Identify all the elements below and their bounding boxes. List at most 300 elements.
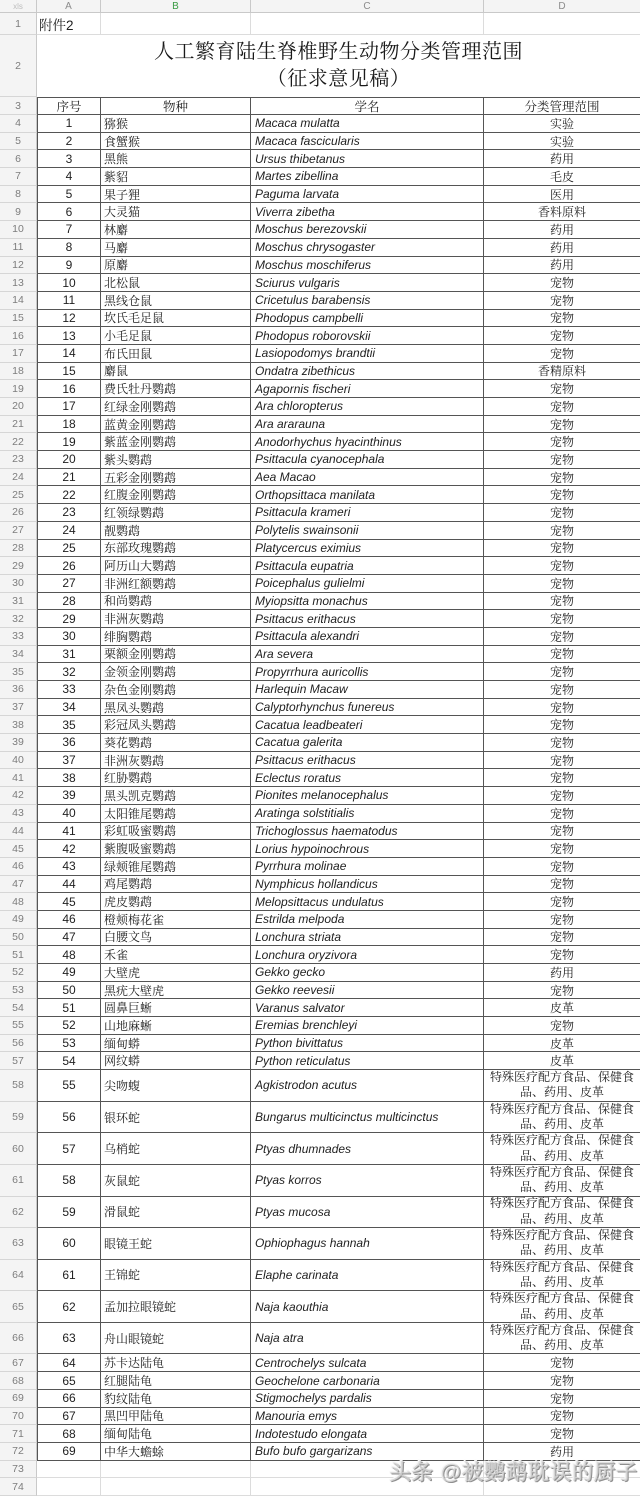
row-number[interactable]: 44 [0, 823, 37, 841]
cell-scope[interactable]: 宠物 [484, 398, 640, 416]
cell-latin[interactable]: Paguma larvata [251, 186, 484, 204]
cell-scope[interactable]: 药用 [484, 964, 640, 982]
row-number[interactable]: 28 [0, 540, 37, 558]
cell-serial[interactable]: 66 [37, 1390, 101, 1408]
row-number[interactable]: 43 [0, 805, 37, 823]
cell-serial[interactable]: 58 [37, 1165, 101, 1197]
cell-species[interactable]: 山地麻蜥 [101, 1017, 251, 1035]
cell-species[interactable]: 非洲灰鹦鹉 [101, 752, 251, 770]
cell-species[interactable]: 紫蓝金刚鹦鹉 [101, 433, 251, 451]
cell-serial[interactable]: 6 [37, 203, 101, 221]
cell-scope[interactable]: 宠物 [484, 451, 640, 469]
row-number[interactable]: 65 [0, 1291, 37, 1323]
cell-species[interactable]: 大灵猫 [101, 203, 251, 221]
cell-serial[interactable]: 19 [37, 433, 101, 451]
cell-species[interactable]: 五彩金刚鹦鹉 [101, 469, 251, 487]
row-number[interactable]: 46 [0, 858, 37, 876]
row-number[interactable]: 73 [0, 1461, 37, 1479]
cell-species[interactable]: 黑头凯克鹦鹉 [101, 787, 251, 805]
row-number[interactable]: 7 [0, 168, 37, 186]
cell-latin[interactable]: Cacatua leadbeateri [251, 716, 484, 734]
cell-species[interactable]: 和尚鹦鹉 [101, 593, 251, 611]
cell-serial[interactable]: 35 [37, 716, 101, 734]
cell-latin[interactable]: Psittacula cyanocephala [251, 451, 484, 469]
cell-latin[interactable]: Ophiophagus hannah [251, 1228, 484, 1260]
cell-latin[interactable]: Aratinga solstitialis [251, 805, 484, 823]
cell-species[interactable]: 滑鼠蛇 [101, 1197, 251, 1229]
cell-latin[interactable]: Manouria emys [251, 1408, 484, 1426]
cell-species[interactable]: 非洲灰鹦鹉 [101, 610, 251, 628]
cell-species[interactable]: 黑疣大壁虎 [101, 982, 251, 1000]
cell-latin[interactable]: Trichoglossus haematodus [251, 823, 484, 841]
column-header-a[interactable]: A [37, 0, 101, 12]
cell-species[interactable]: 黑凤头鹦鹉 [101, 699, 251, 717]
cell-latin[interactable]: Ara chloropterus [251, 398, 484, 416]
cell-serial[interactable]: 12 [37, 310, 101, 328]
cell-serial[interactable]: 55 [37, 1070, 101, 1102]
cell-serial[interactable]: 61 [37, 1260, 101, 1292]
cell-species[interactable]: 靓鹦鹉 [101, 522, 251, 540]
cell-scope[interactable]: 宠物 [484, 416, 640, 434]
cell-latin[interactable]: Moschus moschiferus [251, 257, 484, 275]
cell-serial[interactable]: 11 [37, 292, 101, 310]
cell-species[interactable]: 白腰文鸟 [101, 929, 251, 947]
row-number[interactable]: 29 [0, 557, 37, 575]
cell-serial[interactable]: 50 [37, 982, 101, 1000]
cell-scope[interactable]: 宠物 [484, 1408, 640, 1426]
cell-serial[interactable]: 8 [37, 239, 101, 257]
cell-scope[interactable]: 特殊医疗配方食品、保健食品、药用、皮革 [484, 1133, 640, 1165]
cell-species[interactable]: 非洲红额鹦鹉 [101, 575, 251, 593]
cell-serial[interactable]: 9 [37, 257, 101, 275]
cell-scope[interactable]: 宠物 [484, 805, 640, 823]
cell-scope[interactable]: 实验 [484, 133, 640, 151]
cell-latin[interactable]: Psittacula krameri [251, 504, 484, 522]
row-number[interactable]: 33 [0, 628, 37, 646]
cell-latin[interactable]: Naja kaouthia [251, 1291, 484, 1323]
row-number[interactable]: 50 [0, 929, 37, 947]
row-number[interactable]: 24 [0, 469, 37, 487]
row-number[interactable]: 59 [0, 1102, 37, 1134]
row-number[interactable]: 66 [0, 1323, 37, 1355]
cell-species[interactable]: 黑凹甲陆龟 [101, 1408, 251, 1426]
header-species[interactable]: 物种 [101, 97, 251, 115]
cell-serial[interactable]: 67 [37, 1408, 101, 1426]
cell-scope[interactable]: 宠物 [484, 469, 640, 487]
cell-serial[interactable]: 41 [37, 823, 101, 841]
cell-species[interactable]: 缅甸陆龟 [101, 1425, 251, 1443]
cell-serial[interactable]: 24 [37, 522, 101, 540]
cell-scope[interactable]: 药用 [484, 221, 640, 239]
cell-species[interactable]: 东部玫瑰鹦鹉 [101, 540, 251, 558]
cell-scope[interactable]: 特殊医疗配方食品、保健食品、药用、皮革 [484, 1260, 640, 1292]
cell-empty[interactable] [101, 1461, 251, 1479]
cell-latin[interactable]: Moschus chrysogaster [251, 239, 484, 257]
cell-species[interactable]: 布氏田鼠 [101, 345, 251, 363]
cell-scope[interactable]: 宠物 [484, 327, 640, 345]
cell-empty[interactable] [251, 13, 484, 35]
cell-scope[interactable]: 宠物 [484, 663, 640, 681]
cell-serial[interactable]: 16 [37, 380, 101, 398]
row-number[interactable]: 11 [0, 239, 37, 257]
cell-species[interactable]: 乌梢蛇 [101, 1133, 251, 1165]
row-number[interactable]: 49 [0, 911, 37, 929]
select-all-corner[interactable]: xls [0, 0, 37, 12]
cell-serial[interactable]: 69 [37, 1443, 101, 1461]
cell-scope[interactable]: 皮革 [484, 1052, 640, 1070]
cell-scope[interactable]: 宠物 [484, 893, 640, 911]
header-latin[interactable]: 学名 [251, 97, 484, 115]
cell-latin[interactable]: Indotestudo elongata [251, 1425, 484, 1443]
title-cell[interactable] [37, 35, 640, 97]
cell-species[interactable]: 阿历山大鹦鹉 [101, 557, 251, 575]
cell-serial[interactable]: 27 [37, 575, 101, 593]
cell-serial[interactable]: 21 [37, 469, 101, 487]
cell-serial[interactable]: 32 [37, 663, 101, 681]
cell-scope[interactable]: 宠物 [484, 1425, 640, 1443]
cell-species[interactable]: 彩冠凤头鹦鹉 [101, 716, 251, 734]
cell-serial[interactable]: 26 [37, 557, 101, 575]
row-number[interactable]: 58 [0, 1070, 37, 1102]
cell-species[interactable]: 红绿金刚鹦鹉 [101, 398, 251, 416]
row-number[interactable]: 48 [0, 893, 37, 911]
row-number[interactable]: 5 [0, 133, 37, 151]
cell-scope[interactable]: 特殊医疗配方食品、保健食品、药用、皮革 [484, 1323, 640, 1355]
row-number[interactable]: 12 [0, 257, 37, 275]
cell-scope[interactable]: 宠物 [484, 1354, 640, 1372]
cell-scope[interactable]: 宠物 [484, 752, 640, 770]
cell-serial[interactable]: 33 [37, 681, 101, 699]
header-scope[interactable]: 分类管理范围 [484, 97, 640, 115]
cell-species[interactable]: 网纹蟒 [101, 1052, 251, 1070]
row-number[interactable]: 10 [0, 221, 37, 239]
row-number[interactable]: 51 [0, 946, 37, 964]
cell-species[interactable]: 金领金刚鹦鹉 [101, 663, 251, 681]
cell-scope[interactable]: 宠物 [484, 1017, 640, 1035]
cell-serial[interactable]: 40 [37, 805, 101, 823]
cell-scope[interactable]: 宠物 [484, 540, 640, 558]
cell-species[interactable]: 猕猴 [101, 115, 251, 133]
cell-scope[interactable]: 宠物 [484, 946, 640, 964]
cell-species[interactable]: 中华大蟾蜍 [101, 1443, 251, 1461]
cell-scope[interactable]: 宠物 [484, 787, 640, 805]
cell-scope[interactable]: 宠物 [484, 769, 640, 787]
cell-species[interactable]: 孟加拉眼镜蛇 [101, 1291, 251, 1323]
cell-species[interactable]: 圆鼻巨蜥 [101, 999, 251, 1017]
cell-species[interactable]: 豹纹陆龟 [101, 1390, 251, 1408]
row-number[interactable]: 74 [0, 1478, 37, 1496]
row-number[interactable]: 53 [0, 982, 37, 1000]
cell-scope[interactable]: 特殊医疗配方食品、保健食品、药用、皮革 [484, 1291, 640, 1323]
row-number[interactable]: 22 [0, 433, 37, 451]
cell-scope[interactable]: 宠物 [484, 982, 640, 1000]
cell-serial[interactable]: 45 [37, 893, 101, 911]
cell-serial[interactable]: 36 [37, 734, 101, 752]
cell-species[interactable]: 马麝 [101, 239, 251, 257]
row-number[interactable]: 68 [0, 1372, 37, 1390]
cell-species[interactable]: 太阳锥尾鹦鹉 [101, 805, 251, 823]
cell-latin[interactable]: Nymphicus hollandicus [251, 876, 484, 894]
row-number[interactable]: 55 [0, 1017, 37, 1035]
cell-serial[interactable]: 57 [37, 1133, 101, 1165]
cell-species[interactable]: 彩虹吸蜜鹦鹉 [101, 823, 251, 841]
row-number[interactable]: 57 [0, 1052, 37, 1070]
cell-species[interactable]: 缅甸蟒 [101, 1035, 251, 1053]
cell-latin[interactable]: Viverra zibetha [251, 203, 484, 221]
cell-serial[interactable]: 62 [37, 1291, 101, 1323]
row-number[interactable]: 2 [0, 35, 37, 97]
row-number[interactable]: 56 [0, 1035, 37, 1053]
cell-empty[interactable] [37, 1478, 101, 1496]
cell-species[interactable]: 北松鼠 [101, 274, 251, 292]
cell-species[interactable]: 银环蛇 [101, 1102, 251, 1134]
cell-scope[interactable]: 特殊医疗配方食品、保健食品、药用、皮革 [484, 1102, 640, 1134]
cell-serial[interactable]: 64 [37, 1354, 101, 1372]
cell-latin[interactable]: Cricetulus barabensis [251, 292, 484, 310]
cell-species[interactable]: 林麝 [101, 221, 251, 239]
cell-latin[interactable]: Harlequin Macaw [251, 681, 484, 699]
row-number[interactable]: 1 [0, 13, 37, 35]
cell-species[interactable]: 红胁鹦鹉 [101, 769, 251, 787]
cell-attachment[interactable]: 附件2 [37, 13, 101, 35]
cell-scope[interactable]: 宠物 [484, 610, 640, 628]
row-number[interactable]: 18 [0, 363, 37, 381]
cell-scope[interactable]: 宠物 [484, 876, 640, 894]
cell-scope[interactable]: 皮革 [484, 999, 640, 1017]
row-number[interactable]: 30 [0, 575, 37, 593]
cell-scope[interactable]: 香精原料 [484, 363, 640, 381]
cell-serial[interactable]: 68 [37, 1425, 101, 1443]
row-number[interactable]: 69 [0, 1390, 37, 1408]
cell-latin[interactable]: Ara severa [251, 646, 484, 664]
cell-species[interactable]: 鸡尾鹦鹉 [101, 876, 251, 894]
row-number[interactable]: 8 [0, 186, 37, 204]
cell-serial[interactable]: 17 [37, 398, 101, 416]
cell-species[interactable]: 麝鼠 [101, 363, 251, 381]
cell-serial[interactable]: 52 [37, 1017, 101, 1035]
cell-latin[interactable]: Stigmochelys pardalis [251, 1390, 484, 1408]
row-number[interactable]: 39 [0, 734, 37, 752]
row-number[interactable]: 19 [0, 380, 37, 398]
cell-species[interactable]: 食蟹猴 [101, 133, 251, 151]
row-number[interactable]: 13 [0, 274, 37, 292]
header-serial[interactable]: 序号 [37, 97, 101, 115]
cell-species[interactable]: 坎氏毛足鼠 [101, 310, 251, 328]
cell-latin[interactable]: Python bivittatus [251, 1035, 484, 1053]
cell-species[interactable]: 小毛足鼠 [101, 327, 251, 345]
cell-scope[interactable]: 宠物 [484, 292, 640, 310]
cell-species[interactable]: 绿颊锥尾鹦鹉 [101, 858, 251, 876]
cell-latin[interactable]: Centrochelys sulcata [251, 1354, 484, 1372]
cell-species[interactable]: 紫头鹦鹉 [101, 451, 251, 469]
cell-empty[interactable] [101, 13, 251, 35]
cell-serial[interactable]: 3 [37, 150, 101, 168]
cell-latin[interactable]: Ondatra zibethicus [251, 363, 484, 381]
cell-serial[interactable]: 39 [37, 787, 101, 805]
cell-serial[interactable]: 51 [37, 999, 101, 1017]
cell-scope[interactable]: 特殊医疗配方食品、保健食品、药用、皮革 [484, 1070, 640, 1102]
cell-serial[interactable]: 38 [37, 769, 101, 787]
cell-serial[interactable]: 25 [37, 540, 101, 558]
row-number[interactable]: 16 [0, 327, 37, 345]
cell-scope[interactable]: 药用 [484, 150, 640, 168]
cell-latin[interactable]: Naja atra [251, 1323, 484, 1355]
row-number[interactable]: 3 [0, 97, 37, 115]
cell-latin[interactable]: Agkistrodon acutus [251, 1070, 484, 1102]
cell-latin[interactable]: Varanus salvator [251, 999, 484, 1017]
cell-species[interactable]: 苏卡达陆龟 [101, 1354, 251, 1372]
cell-latin[interactable]: Agapornis fischeri [251, 380, 484, 398]
cell-latin[interactable]: Sciurus vulgaris [251, 274, 484, 292]
cell-scope[interactable]: 特殊医疗配方食品、保健食品、药用、皮革 [484, 1228, 640, 1260]
row-number[interactable]: 37 [0, 699, 37, 717]
cell-scope[interactable]: 宠物 [484, 522, 640, 540]
cell-scope[interactable]: 特殊医疗配方食品、保健食品、药用、皮革 [484, 1165, 640, 1197]
cell-latin[interactable]: Melopsittacus undulatus [251, 893, 484, 911]
cell-scope[interactable]: 宠物 [484, 858, 640, 876]
cell-latin[interactable]: Psittacula eupatria [251, 557, 484, 575]
cell-latin[interactable]: Lorius hypoinochrous [251, 840, 484, 858]
row-number[interactable]: 6 [0, 150, 37, 168]
row-number[interactable]: 4 [0, 115, 37, 133]
cell-species[interactable]: 大壁虎 [101, 964, 251, 982]
cell-scope[interactable]: 宠物 [484, 1372, 640, 1390]
cell-latin[interactable]: Ara ararauna [251, 416, 484, 434]
cell-latin[interactable]: Moschus berezovskii [251, 221, 484, 239]
row-number[interactable]: 15 [0, 310, 37, 328]
cell-scope[interactable]: 宠物 [484, 911, 640, 929]
cell-empty[interactable] [484, 13, 640, 35]
row-number[interactable]: 71 [0, 1425, 37, 1443]
row-number[interactable]: 42 [0, 787, 37, 805]
cell-serial[interactable]: 63 [37, 1323, 101, 1355]
cell-latin[interactable]: Phodopus roborovskii [251, 327, 484, 345]
row-number[interactable]: 72 [0, 1443, 37, 1461]
cell-species[interactable]: 紫貂 [101, 168, 251, 186]
row-number[interactable]: 25 [0, 486, 37, 504]
row-number[interactable]: 26 [0, 504, 37, 522]
cell-species[interactable]: 原麝 [101, 257, 251, 275]
cell-serial[interactable]: 44 [37, 876, 101, 894]
cell-serial[interactable]: 34 [37, 699, 101, 717]
cell-serial[interactable]: 29 [37, 610, 101, 628]
cell-scope[interactable]: 特殊医疗配方食品、保健食品、药用、皮革 [484, 1197, 640, 1229]
cell-scope[interactable]: 宠物 [484, 345, 640, 363]
cell-serial[interactable]: 18 [37, 416, 101, 434]
cell-species[interactable]: 红领绿鹦鹉 [101, 504, 251, 522]
row-number[interactable]: 41 [0, 769, 37, 787]
cell-serial[interactable]: 14 [37, 345, 101, 363]
row-number[interactable]: 20 [0, 398, 37, 416]
cell-latin[interactable]: Macaca mulatta [251, 115, 484, 133]
cell-scope[interactable]: 宠物 [484, 575, 640, 593]
cell-serial[interactable]: 7 [37, 221, 101, 239]
cell-latin[interactable]: Lonchura striata [251, 929, 484, 947]
row-number[interactable]: 47 [0, 876, 37, 894]
cell-scope[interactable]: 宠物 [484, 486, 640, 504]
row-number[interactable]: 54 [0, 999, 37, 1017]
row-number[interactable]: 31 [0, 593, 37, 611]
row-number[interactable]: 9 [0, 203, 37, 221]
cell-serial[interactable]: 4 [37, 168, 101, 186]
cell-latin[interactable]: Martes zibellina [251, 168, 484, 186]
cell-species[interactable]: 绯胸鹦鹉 [101, 628, 251, 646]
cell-scope[interactable]: 宠物 [484, 628, 640, 646]
cell-serial[interactable]: 49 [37, 964, 101, 982]
row-number[interactable]: 63 [0, 1228, 37, 1260]
cell-serial[interactable]: 28 [37, 593, 101, 611]
cell-empty[interactable] [101, 1478, 251, 1496]
cell-scope[interactable]: 皮革 [484, 1035, 640, 1053]
cell-scope[interactable]: 药用 [484, 257, 640, 275]
cell-latin[interactable]: Poicephalus gulielmi [251, 575, 484, 593]
cell-serial[interactable]: 15 [37, 363, 101, 381]
cell-serial[interactable]: 65 [37, 1372, 101, 1390]
cell-latin[interactable]: Macaca fascicularis [251, 133, 484, 151]
cell-serial[interactable]: 10 [37, 274, 101, 292]
row-number[interactable]: 23 [0, 451, 37, 469]
cell-latin[interactable]: Gekko gecko [251, 964, 484, 982]
cell-scope[interactable]: 宠物 [484, 716, 640, 734]
cell-scope[interactable]: 宠物 [484, 310, 640, 328]
cell-scope[interactable]: 宠物 [484, 840, 640, 858]
row-number[interactable]: 34 [0, 646, 37, 664]
cell-serial[interactable]: 48 [37, 946, 101, 964]
cell-scope[interactable]: 药用 [484, 1443, 640, 1461]
row-number[interactable]: 60 [0, 1133, 37, 1165]
cell-scope[interactable]: 宠物 [484, 823, 640, 841]
cell-species[interactable]: 杂色金刚鹦鹉 [101, 681, 251, 699]
cell-species[interactable]: 禾雀 [101, 946, 251, 964]
cell-latin[interactable]: Polytelis swainsonii [251, 522, 484, 540]
cell-scope[interactable]: 宠物 [484, 929, 640, 947]
cell-serial[interactable]: 1 [37, 115, 101, 133]
cell-scope[interactable]: 宠物 [484, 433, 640, 451]
cell-scope[interactable]: 药用 [484, 239, 640, 257]
cell-serial[interactable]: 20 [37, 451, 101, 469]
row-number[interactable]: 67 [0, 1354, 37, 1372]
cell-scope[interactable]: 宠物 [484, 1390, 640, 1408]
cell-species[interactable]: 蓝黄金刚鹦鹉 [101, 416, 251, 434]
cell-scope[interactable]: 宠物 [484, 504, 640, 522]
cell-species[interactable]: 橙颊梅花雀 [101, 911, 251, 929]
cell-latin[interactable]: Lonchura oryzivora [251, 946, 484, 964]
cell-species[interactable]: 舟山眼镜蛇 [101, 1323, 251, 1355]
cell-serial[interactable]: 60 [37, 1228, 101, 1260]
row-number[interactable]: 27 [0, 522, 37, 540]
cell-species[interactable]: 葵花鹦鹉 [101, 734, 251, 752]
cell-serial[interactable]: 2 [37, 133, 101, 151]
row-number[interactable]: 35 [0, 663, 37, 681]
row-number[interactable]: 21 [0, 416, 37, 434]
cell-latin[interactable]: Orthopsittaca manilata [251, 486, 484, 504]
row-number[interactable]: 62 [0, 1197, 37, 1229]
row-number[interactable]: 17 [0, 345, 37, 363]
cell-latin[interactable]: Ptyas korros [251, 1165, 484, 1197]
cell-species[interactable]: 虎皮鹦鹉 [101, 893, 251, 911]
cell-latin[interactable]: Eremias brenchleyi [251, 1017, 484, 1035]
cell-latin[interactable]: Psittacus erithacus [251, 752, 484, 770]
cell-latin[interactable]: Lasiopodomys brandtii [251, 345, 484, 363]
cell-serial[interactable]: 37 [37, 752, 101, 770]
cell-species[interactable]: 红腹金刚鹦鹉 [101, 486, 251, 504]
cell-species[interactable]: 栗额金刚鹦鹉 [101, 646, 251, 664]
row-number[interactable]: 38 [0, 716, 37, 734]
cell-scope[interactable]: 实验 [484, 115, 640, 133]
cell-latin[interactable]: Gekko reevesii [251, 982, 484, 1000]
cell-serial[interactable]: 22 [37, 486, 101, 504]
cell-latin[interactable]: Aea Macao [251, 469, 484, 487]
